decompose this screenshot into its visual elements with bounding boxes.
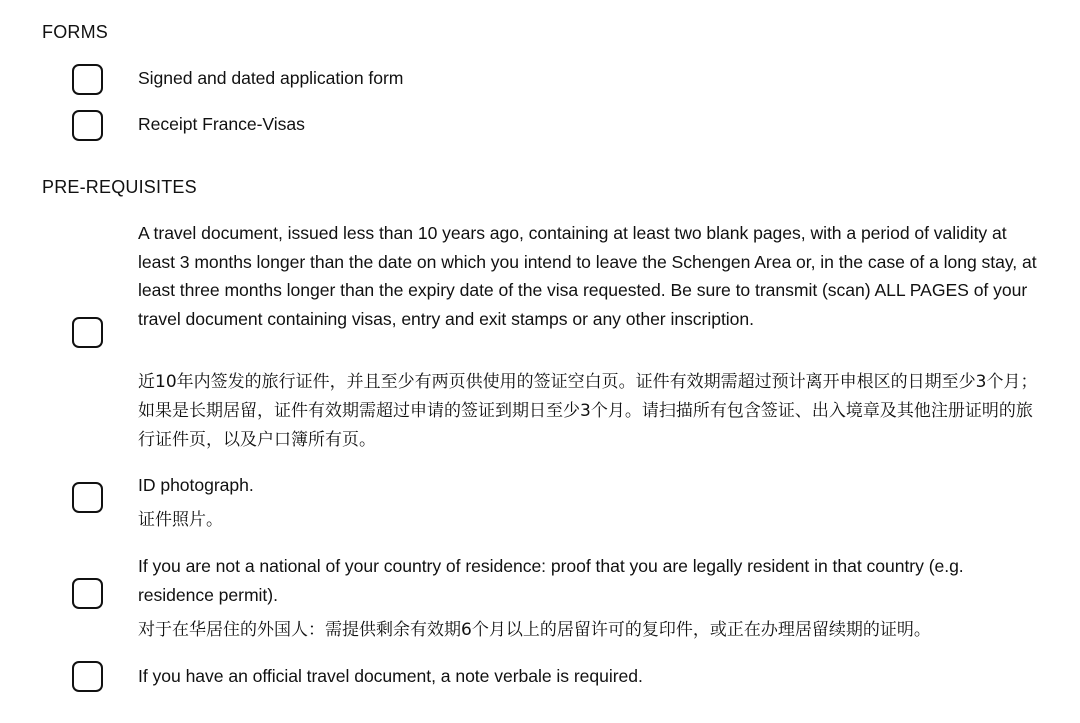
note-verbale-label: If you have an official travel document, a note verbale is required. <box>138 666 643 686</box>
id-photograph-label: ID photograph. <box>138 475 254 495</box>
residence-proof-label: If you are not a national of your country of residence: proof that you are legally resident in that country (e.g. residence permit). <box>138 556 964 605</box>
travel-document-label-zh: 近10年内签发的旅行证件，并且至少有两页供使用的签证空白页。证件有效期需超过预计离开申根区的日期至少3个月；如果是长期居留，证件有效期需超过申请的签证到期日至少3个月。请扫描所有包含签证、出入境章及其他注册证明的旅行证件页，以及户口簿所有页。 <box>138 372 1038 450</box>
id-photograph-label-zh: 证件照片。 <box>138 510 223 530</box>
receipt-france-visas-checkbox[interactable] <box>72 110 103 141</box>
forms-section-title: FORMS <box>42 22 108 42</box>
prerequisites-section-title: PRE-REQUISITES <box>42 177 197 197</box>
travel-document-checkbox[interactable] <box>72 317 103 348</box>
travel-document-label: A travel document, issued less than 10 years ago, containing at least two blank pages, with a period of validity at least 3 months longer than the date on which you intend to leave the Schengen Area or, in the case of a long stay, at least three months longer than the expiry date of the visa requested. Be sure to transmit (scan) ALL PAGES of your travel document containing visas, entry and exit stamps or any other inscription. <box>138 223 1037 329</box>
application-form-checkbox[interactable] <box>72 64 103 95</box>
note-verbale-checkbox[interactable] <box>72 661 103 692</box>
application-form-label: Signed and dated application form <box>138 68 404 88</box>
receipt-france-visas-label: Receipt France-Visas <box>138 114 305 134</box>
residence-proof-checkbox[interactable] <box>72 578 103 609</box>
residence-proof-label-zh: 对于在华居住的外国人：需提供剩余有效期6个月以上的居留许可的复印件，或正在办理居留续期的证明。 <box>138 620 931 640</box>
id-photograph-checkbox[interactable] <box>72 482 103 513</box>
